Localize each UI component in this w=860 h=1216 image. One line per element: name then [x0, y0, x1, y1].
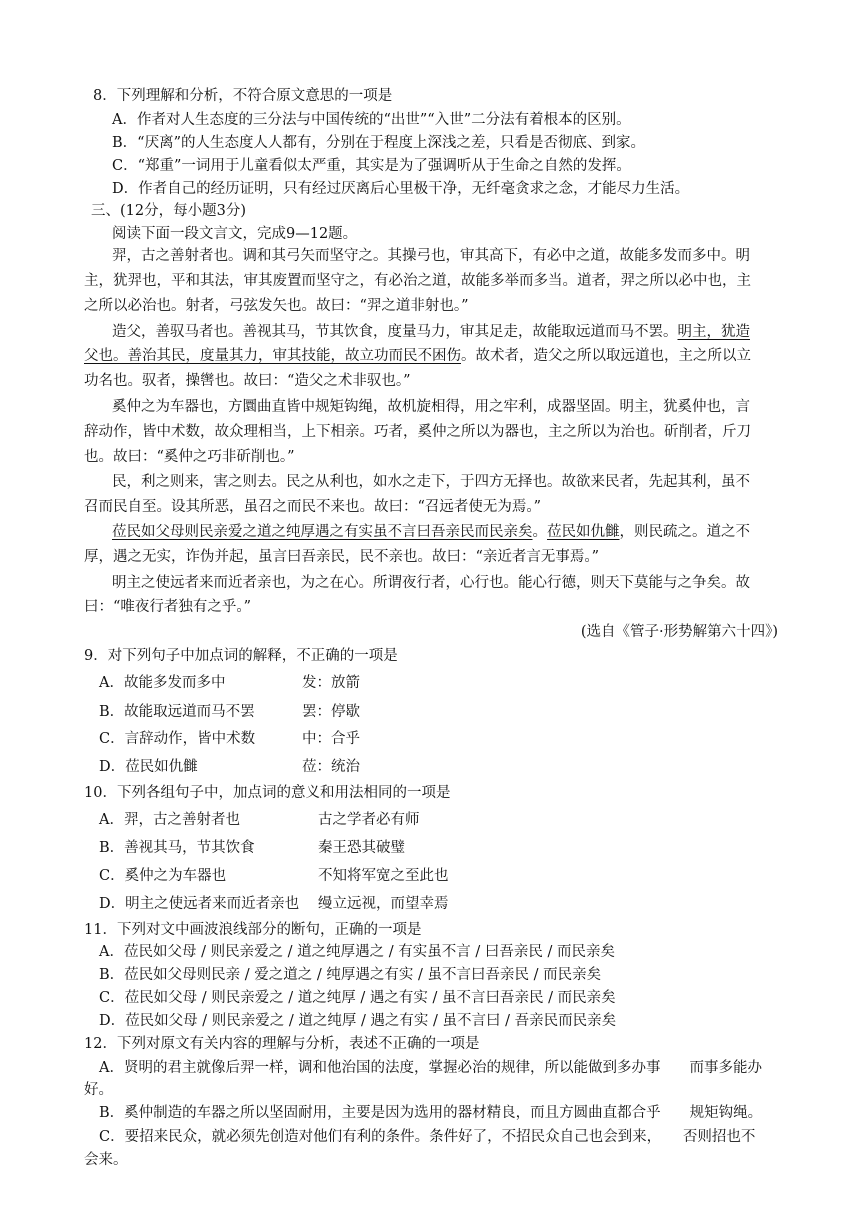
q9-option-b — [0, 702, 860, 723]
passage-p1-line2: 主，犹羿也，平和其法，审其废置而坚守之，有必治之道，故能多举而多当。道者，羿之所以必中也，主 — [84, 273, 751, 289]
q8-option-c: C．“郑重”一词用于儿童看似太严重，其实是为了强调听从于生命之自然的发挥。 — [112, 158, 631, 174]
q8-option-d: D．作者自己的经历证明，只有经过厌离后心里极干净，无纤毫贪求之念，才能尽力生活。 — [112, 181, 690, 197]
q9-option-a-gloss: 发：放箭 — [302, 675, 360, 691]
q10-option-a-right: 古之学者必有师 — [318, 812, 420, 828]
q8-option-a: A．作者对人生态度的三分法与中国传统的“出世”“入世”二分法有着根本的区别。 — [112, 112, 631, 128]
q12-option-a-line2: 好。 — [84, 1082, 113, 1098]
q10-option-b-right: 秦王恐其破璧 — [318, 840, 405, 856]
passage-p4-line1: 民，利之则来，害之则去。民之从利也，如水之走下，于四方无择也。故欲来民者，先起其利，虽不 — [112, 474, 750, 490]
passage-p4-line2: 召而民自至。设其所恶，虽召之而民不来也。故曰：“召远者使无为焉。” — [84, 499, 542, 515]
q10-option-c-left: C．奚仲之为车器也 — [99, 868, 227, 884]
passage-p6-line2: 曰：“唯夜行者独有之乎。” — [84, 599, 252, 615]
q10-option-c-right: 不知将军宽之至此也 — [318, 868, 449, 884]
q9-option-b-gloss: 罢：停歇 — [302, 704, 360, 720]
q9-option-c-gloss: 中：合乎 — [302, 731, 360, 747]
q9-option-b-sentence: B．故能取远道而马不罢 — [99, 704, 255, 720]
q9-option-c — [0, 729, 860, 750]
q8-option-b: B．“厌离”的人生态度人人都有，分别在于程度上深浅之差，只看是否彻底、到家。 — [112, 135, 645, 151]
q11-option-b: B．莅民如父母则民亲 / 爱之道之 / 纯厚遇之有实 / 虽不言曰吾亲民 / 而民亲矣 — [99, 967, 602, 983]
q9-option-c-sentence: C．言辞动作，皆中术数 — [99, 731, 256, 747]
q12-option-c-line2: 会来。 — [84, 1152, 128, 1168]
passage-p1-line3: 之所以必治也。射者，弓弦发矢也。故曰：“羿之道非射也。” — [84, 298, 469, 314]
q10-option-d — [0, 894, 860, 915]
passage-p5-text-b: ，则民疏之。道之不 — [619, 524, 750, 540]
section3-heading: 三、(12分，每小题3分) — [91, 203, 246, 219]
q9-option-a — [0, 673, 860, 694]
passage-p3-line1: 奚仲之为车器也，方圜曲直皆中规矩钩绳，故机旋相得，用之牢利，成器坚固。明主，犹奚仲也，言 — [112, 399, 750, 415]
q10-option-b — [0, 838, 860, 859]
passage-p2-text-b: 。故术者，造父之所以取远道也，主之所以立 — [461, 348, 751, 364]
q11-option-d: D．莅民如父母 / 则民亲爱之 / 道之纯厚 / 遇之有实 / 虽不言曰 / 吾亲民而民亲矣 — [99, 1013, 617, 1029]
q8-stem: 8．下列理解和分析，不符合原文意思的一项是 — [93, 88, 393, 104]
passage-p1-line1: 羿，古之善射者也。调和其弓矢而坚守之。其操弓也，审其高下，有必中之道，故能多发而多中。明 — [112, 248, 750, 264]
passage-p5-period: 。 — [532, 524, 547, 540]
q10-stem: 10．下列各组句子中，加点词的意义和用法相同的一项是 — [84, 785, 451, 801]
passage-p5-line1 — [0, 522, 860, 543]
q11-option-a: A．莅民如父母 / 则民亲爱之 / 道之纯厚遇之 / 有实虽不言 / 曰吾亲民 / 而民亲矣 — [99, 944, 615, 960]
q11-stem: 11．下列对文中画波浪线部分的断句，正确的一项是 — [84, 922, 422, 938]
q10-option-a — [0, 810, 860, 831]
passage-p2-underlined-1: 明主，犹造 — [677, 324, 750, 340]
passage-p5-underlined: 莅民如仇雠 — [547, 524, 620, 540]
passage-p3-line2: 辞动作，皆中术数，故众理相当，上下相亲。巧者，奚仲之所以为器也，主之所以为治也。斫削者，斤刀 — [84, 424, 751, 440]
passage-p2-line2 — [0, 346, 860, 367]
passage-p6-line1: 明主之使远者来而近者亲也，为之在心。所谓夜行者，心行也。能心行德，则天下莫能与之争矣。故 — [112, 575, 750, 591]
passage-p5-wavy-line: 莅民如父母则民亲爱之道之纯厚遇之有实虽不言曰吾亲民而民亲矣 — [112, 524, 533, 540]
q9-option-d — [0, 757, 860, 778]
q10-option-d-left: D．明主之使远者来而近者亲也 — [99, 896, 300, 912]
passage-p5-line2: 厚，遇之无实，诈伪并起，虽言曰吾亲民，民不亲也。故曰：“亲近者言无事焉。” — [84, 549, 600, 565]
q12-option-b: B．奚仲制造的车器之所以坚固耐用，主要是因为选用的器材精良，而且方圆曲直都合乎 规矩钩绳。 — [99, 1105, 763, 1121]
passage-p2-line3: 功名也。驭者，操辔也。故曰：“造父之术非驭也。” — [84, 373, 411, 389]
passage-p2-underlined-2: 父也。善治其民，度量其力，审其技能，故立功而民不困伤 — [84, 348, 461, 364]
q10-option-a-left: A．羿，古之善射者也 — [99, 812, 240, 828]
passage-source: (选自《管子·形势解第六十四》) — [580, 624, 778, 640]
q12-option-c-line1: C．要招来民众，就必须先创造对他们有利的条件。条件好了，不招民众自己也会到来， 否则招也不 — [99, 1129, 756, 1145]
section3-intro: 阅读下面一段文言文，完成9—12题。 — [112, 226, 358, 242]
q10-option-c — [0, 866, 860, 887]
q10-option-b-left: B．善视其马，节其饮食 — [99, 840, 255, 856]
q9-stem: 9．对下列句子中加点词的解释，不正确的一项是 — [84, 648, 398, 664]
passage-p2-line1 — [0, 322, 860, 343]
q9-option-d-gloss: 莅：统治 — [302, 759, 360, 775]
q10-option-d-right: 缦立远视，而望幸焉 — [318, 896, 449, 912]
q9-option-a-sentence: A．故能多发而多中 — [99, 675, 226, 691]
passage-p3-line3: 也。故曰：“奚仲之巧非斫削也。” — [84, 449, 295, 465]
q9-option-d-sentence: D．莅民如仇雠 — [99, 759, 198, 775]
q11-option-c: C．莅民如父母 / 则民亲爱之 / 道之纯厚 / 遇之有实 / 虽不言曰吾亲民 / 而民亲矣 — [99, 990, 616, 1006]
q12-stem: 12．下列对原文有关内容的理解与分析，表述不正确的一项是 — [84, 1036, 480, 1052]
passage-p2-text: 造父，善驭马者也。善视其马，节其饮食，度量马力，审其足走，故能取远道而马不罢。 — [112, 324, 678, 340]
q12-option-a-line1: A．贤明的君主就像后羿一样，调和他治国的法度，掌握必治的规律，所以能做到多办事 而事多能办 — [99, 1060, 762, 1076]
